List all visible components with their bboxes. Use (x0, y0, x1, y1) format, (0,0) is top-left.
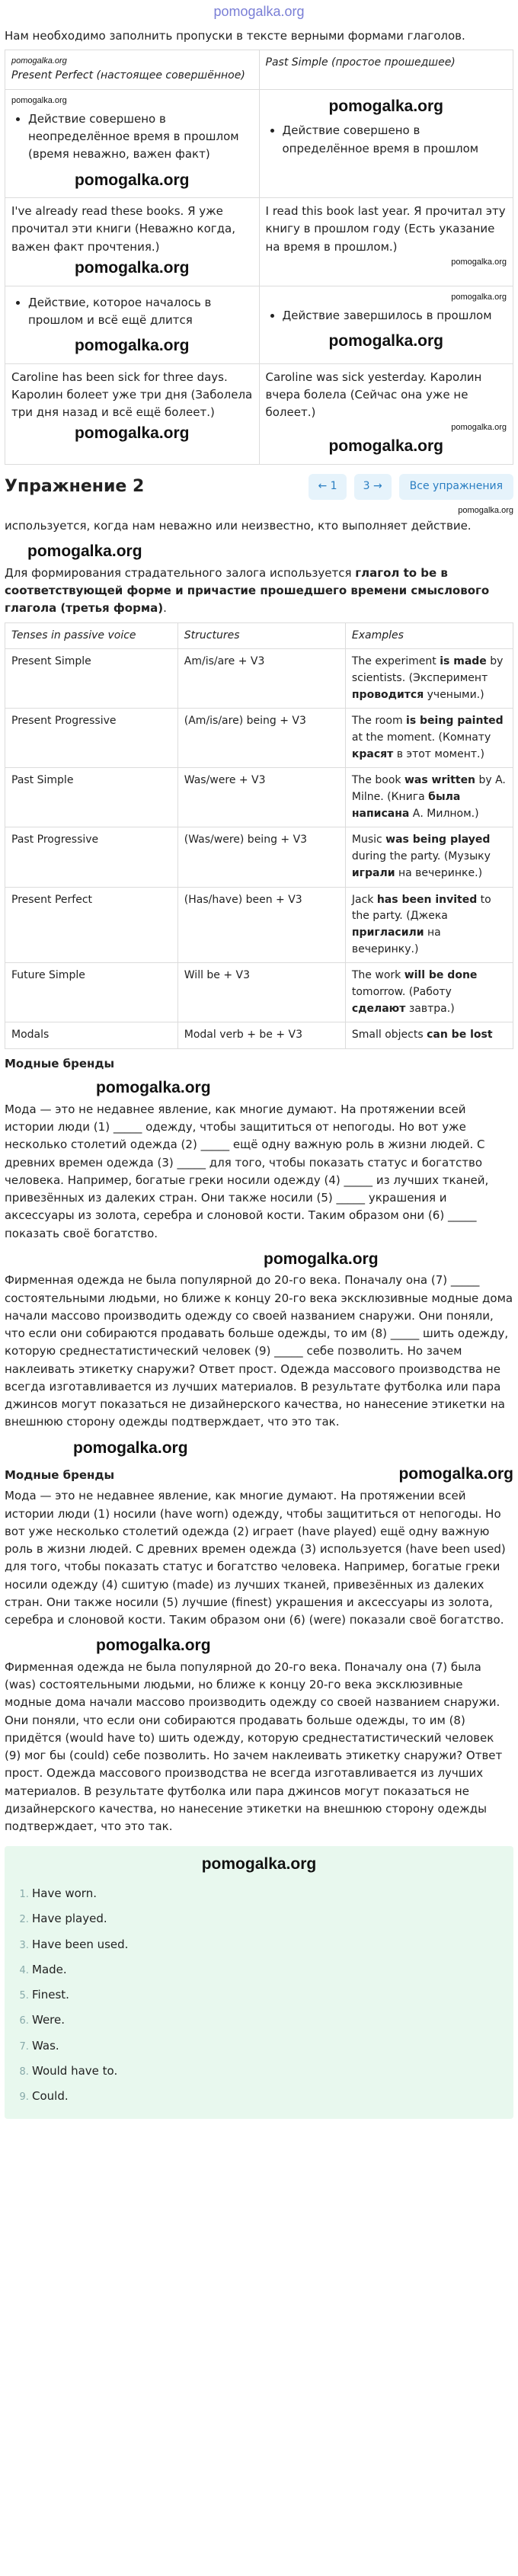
table-cell-tense: Present Perfect (5, 887, 178, 963)
table1-cell (5, 89, 260, 197)
table-cell-structure: (Am/is/are) being + V3 (177, 709, 345, 768)
answer-item: 5. Finest. (32, 1986, 506, 2004)
table-cell-tense: Present Simple (5, 649, 178, 709)
table-cell-structure: (Was/were) being + V3 (177, 827, 345, 887)
watermark: pomogalka.org (201, 1855, 317, 1874)
list-item: • Действие, которое началось в прошлом и всё ещё длится (28, 294, 253, 330)
table1-cell (259, 286, 513, 363)
brands-answers-header (5, 1461, 513, 1487)
table-cell-example: Jack has been invited to the party. (Джека пригласили на вечеринку.) (345, 887, 513, 963)
passive-lead: используется, когда нам неважно или неизвестно, кто выполняет действие. (5, 519, 472, 533)
table-row (5, 649, 513, 709)
list-item: • Действие завершилось в прошлом (283, 307, 507, 325)
watermark: pomogalka.org (451, 423, 507, 433)
answer-item: 9. Could. (32, 2088, 506, 2105)
table1-cell: I've already read these books. Я уже прочитал эти книги (Неважно когда, важен факт прочтения.) pomogalka.org (5, 198, 260, 286)
watermark: pomogalka.org (328, 437, 444, 456)
table-row (5, 768, 513, 827)
watermark: pomogalka.org (74, 258, 190, 277)
table-cell-tense: Future Simple (5, 963, 178, 1022)
table-cell-structure: Was/were + V3 (177, 768, 345, 827)
watermark: pomogalka.org (27, 542, 142, 561)
table-cell-example: The room is being painted at the moment. (Комнату красят в этот момент.) (345, 709, 513, 768)
watermark: pomogalka.org (328, 331, 444, 350)
table-cell-tense: Present Progressive (5, 709, 178, 768)
table1-header-pp: pomogalka.org Present Perfect (настоящее совершённое) (5, 50, 260, 90)
table-cell-structure: (Has/have) been + V3 (177, 887, 345, 963)
watermark: pomogalka.org (398, 1464, 513, 1483)
answers-list (12, 1885, 506, 2105)
table-cell-example: The work will be done tomorrow. (Работу сделают завтра.) (345, 963, 513, 1022)
tenses-compare-table (5, 50, 513, 465)
arrow-right-icon: → (373, 480, 382, 493)
table-row (5, 827, 513, 887)
table-row (5, 963, 513, 1022)
watermark: pomogalka.org (74, 424, 190, 443)
passive-voice-table (5, 622, 513, 1049)
passive-rows (5, 649, 513, 1049)
answer-item: 6. Were. (32, 2011, 506, 2029)
brands-gaps-p2: Фирменная одежда не была популярной до 20-го века. Поначалу она (7) _____ состоятельными людьми, но ближе к концу 20-го века эксклюзивные модные дома начали массово производить одежду со своей названием снаружи. Они поняли, что если они собираются продавать больше одежды, то им (8) _____ шить одежду, которую среднестатистический человек (9) _____ себе позволить. Но зачем наклеивать этикетку снаружи? Ответ прост. Одежда массового производства не всегда изготавливается из лучших материалов. В результате футболка или пара джинсов могут показаться не дизайнерского качества, но нанесение этикетки на внешнюю сторону одежды подтверждает, что это так. (5, 1273, 513, 1429)
table-cell-example: The experiment is made by scientists. (Эксперимент проводится учеными.) (345, 649, 513, 709)
watermark: pomogalka.org (264, 1250, 379, 1268)
all-exercises-button[interactable]: Все упражнения (399, 474, 513, 500)
brands-answers-title: Модные бренды (5, 1468, 115, 1483)
table-cell-example: Small objects can be lost (345, 1022, 513, 1049)
watermark: pomogalka.org (74, 171, 190, 189)
table1-cell: Caroline was sick yesterday. Каролин вчера болела (Сейчас она уже не болеет.) pomogalka.org pomogalka.org (259, 363, 513, 464)
watermark: pomogalka.org (11, 56, 67, 66)
next-exercise-button[interactable]: 3 → (354, 474, 392, 500)
brands-gaps-p1: Мода — это не недавнее явление, как многие думают. На протяжении всей истории люди (1) _____ одежду, чтобы защититься от непогоды. Но вот уже несколько столетий одежда (2) _____ ещё одну важную роль в жизни людей. С древних времен одежда (3) _____ для того, чтобы показать статус и богатство человека. Например, богатые греки носили одежду (4) _____ из лучших тканей, привезённых из далеких стран. Они также носили (5) _____ украшения и аксессуары из золота, серебра и слоновой кости. Таким образом они (6) _____ показать своё богатство. (5, 1102, 489, 1240)
answer-item: 4. Made. (32, 1961, 506, 1979)
table-row (5, 887, 513, 963)
watermark: pomogalka.org (96, 1079, 211, 1097)
table-cell-example: The book was written by A. Milne. (Книга была написана А. Милном.) (345, 768, 513, 827)
table1-cell: Caroline has been sick for three days. Каролин болеет уже три дня (Заболела три дня назад и всё ещё болеет.) pomogalka.org (5, 363, 260, 464)
prev-exercise-button[interactable]: ← 1 (309, 474, 346, 500)
table-row (5, 709, 513, 768)
watermark: pomogalka.org (451, 257, 507, 267)
table-cell-tense: Past Progressive (5, 827, 178, 887)
passive-rule: Для формирования страдательного залога используется глагол to be в соответствующей форме и причастие прошедшего времени смыслового глагола (третья форма). (5, 565, 490, 616)
brands-gaps-title: Модные бренды (5, 1057, 115, 1071)
watermark: pomogalka.org (11, 95, 67, 105)
exercise-title: Упражнение 2 (5, 476, 145, 496)
watermark: pomogalka.org (74, 337, 190, 355)
exercise-nav-group (309, 474, 513, 500)
table-cell-example: Music was being played during the party. (Музыку играли на вечеринке.) (345, 827, 513, 887)
header-watermark: pomogalka.org (213, 4, 305, 19)
table1-cell (5, 286, 260, 363)
table1-header-ps: Past Simple (простое прошедшее) (259, 50, 513, 90)
watermark: pomogalka.org (458, 506, 513, 515)
table1-cell: I read this book last year. Я прочитал эту книгу в прошлом году (Есть указание на время в прошлом.) pomogalka.org (259, 198, 513, 286)
table-cell-tense: Modals (5, 1022, 178, 1049)
table-cell-structure: Modal verb + be + V3 (177, 1022, 345, 1049)
watermark: pomogalka.org (73, 1438, 188, 1457)
watermark: pomogalka.org (451, 292, 507, 302)
list-item: • Действие совершено в неопределённое время в прошлом (время неважно, важен факт) (28, 110, 253, 164)
table-cell-structure: Am/is/are + V3 (177, 649, 345, 709)
answers-block (5, 1846, 513, 2119)
table2-header-structure: Structures (177, 622, 345, 649)
brands-answers-p1: Мода — это не недавнее явление, как многие думают. На протяжении всей истории люди (1) носили (have worn) одежду, чтобы защититься от непогоды. Но вот уже несколько столетий одежда (2) играет (have played) ещё одну важную роль в жизни людей. С древних времен одежда (3) используется (have been used) для того, чтобы показать статус и богатство человека. Например, богатые греки носили одежду (4) сшитую (made) из лучших тканей, привезённых из далеких стран. Они также носили (5) лучшие (finest) украшения и аксессуары из золота, серебра и слоновой кости. Таким образом они (6) (were) показали своё богатство. (5, 1489, 506, 1627)
answer-item: 2. Have played. (32, 1910, 506, 1928)
table1-cell (259, 89, 513, 197)
answer-item: 3. Have been used. (32, 1936, 506, 1954)
answer-item: 7. Was. (32, 2037, 506, 2055)
list-item: • Действие совершено в определённое время в прошлом (283, 122, 507, 158)
intro-text: Нам необходимо заполнить пропуски в тексте верными формами глаголов. (5, 28, 465, 43)
brands-answers-p2: Фирменная одежда не была популярной до 20-го века. Поначалу она (7) была (was) состоятельными людьми, но ближе к концу 20-го века эксклюзивные модные дома начали массово производить одежду со своей названием снаружи. Они поняли, что если они собираются продавать больше одежды, то им (8) придётся (would have to) шить одежду, которую среднестатистический человек (9) мог бы (could) себе позволить. Но зачем наклеивать этикетку снаружи? Ответ прост. Одежда массового производства не всегда изготавливается из лучших материалов. В результате футболка или пара джинсов могут показаться не дизайнерского качества, но нанесение этикетки на внешнюю сторону одежды подтверждает, что это так. (5, 1659, 503, 1834)
exercise-nav-bar (5, 474, 513, 500)
answer-item: 1. Have worn. (32, 1885, 506, 1902)
table-cell-structure: Will be + V3 (177, 963, 345, 1022)
table-row (5, 1022, 513, 1049)
table-cell-tense: Past Simple (5, 768, 178, 827)
arrow-left-icon: ← (318, 480, 328, 493)
answer-item: 8. Would have to. (32, 2062, 506, 2080)
watermark: pomogalka.org (328, 97, 444, 115)
table2-header-tense: Tenses in passive voice (5, 622, 178, 649)
table2-header-examples: Examples (345, 622, 513, 649)
watermark: pomogalka.org (96, 1637, 211, 1655)
